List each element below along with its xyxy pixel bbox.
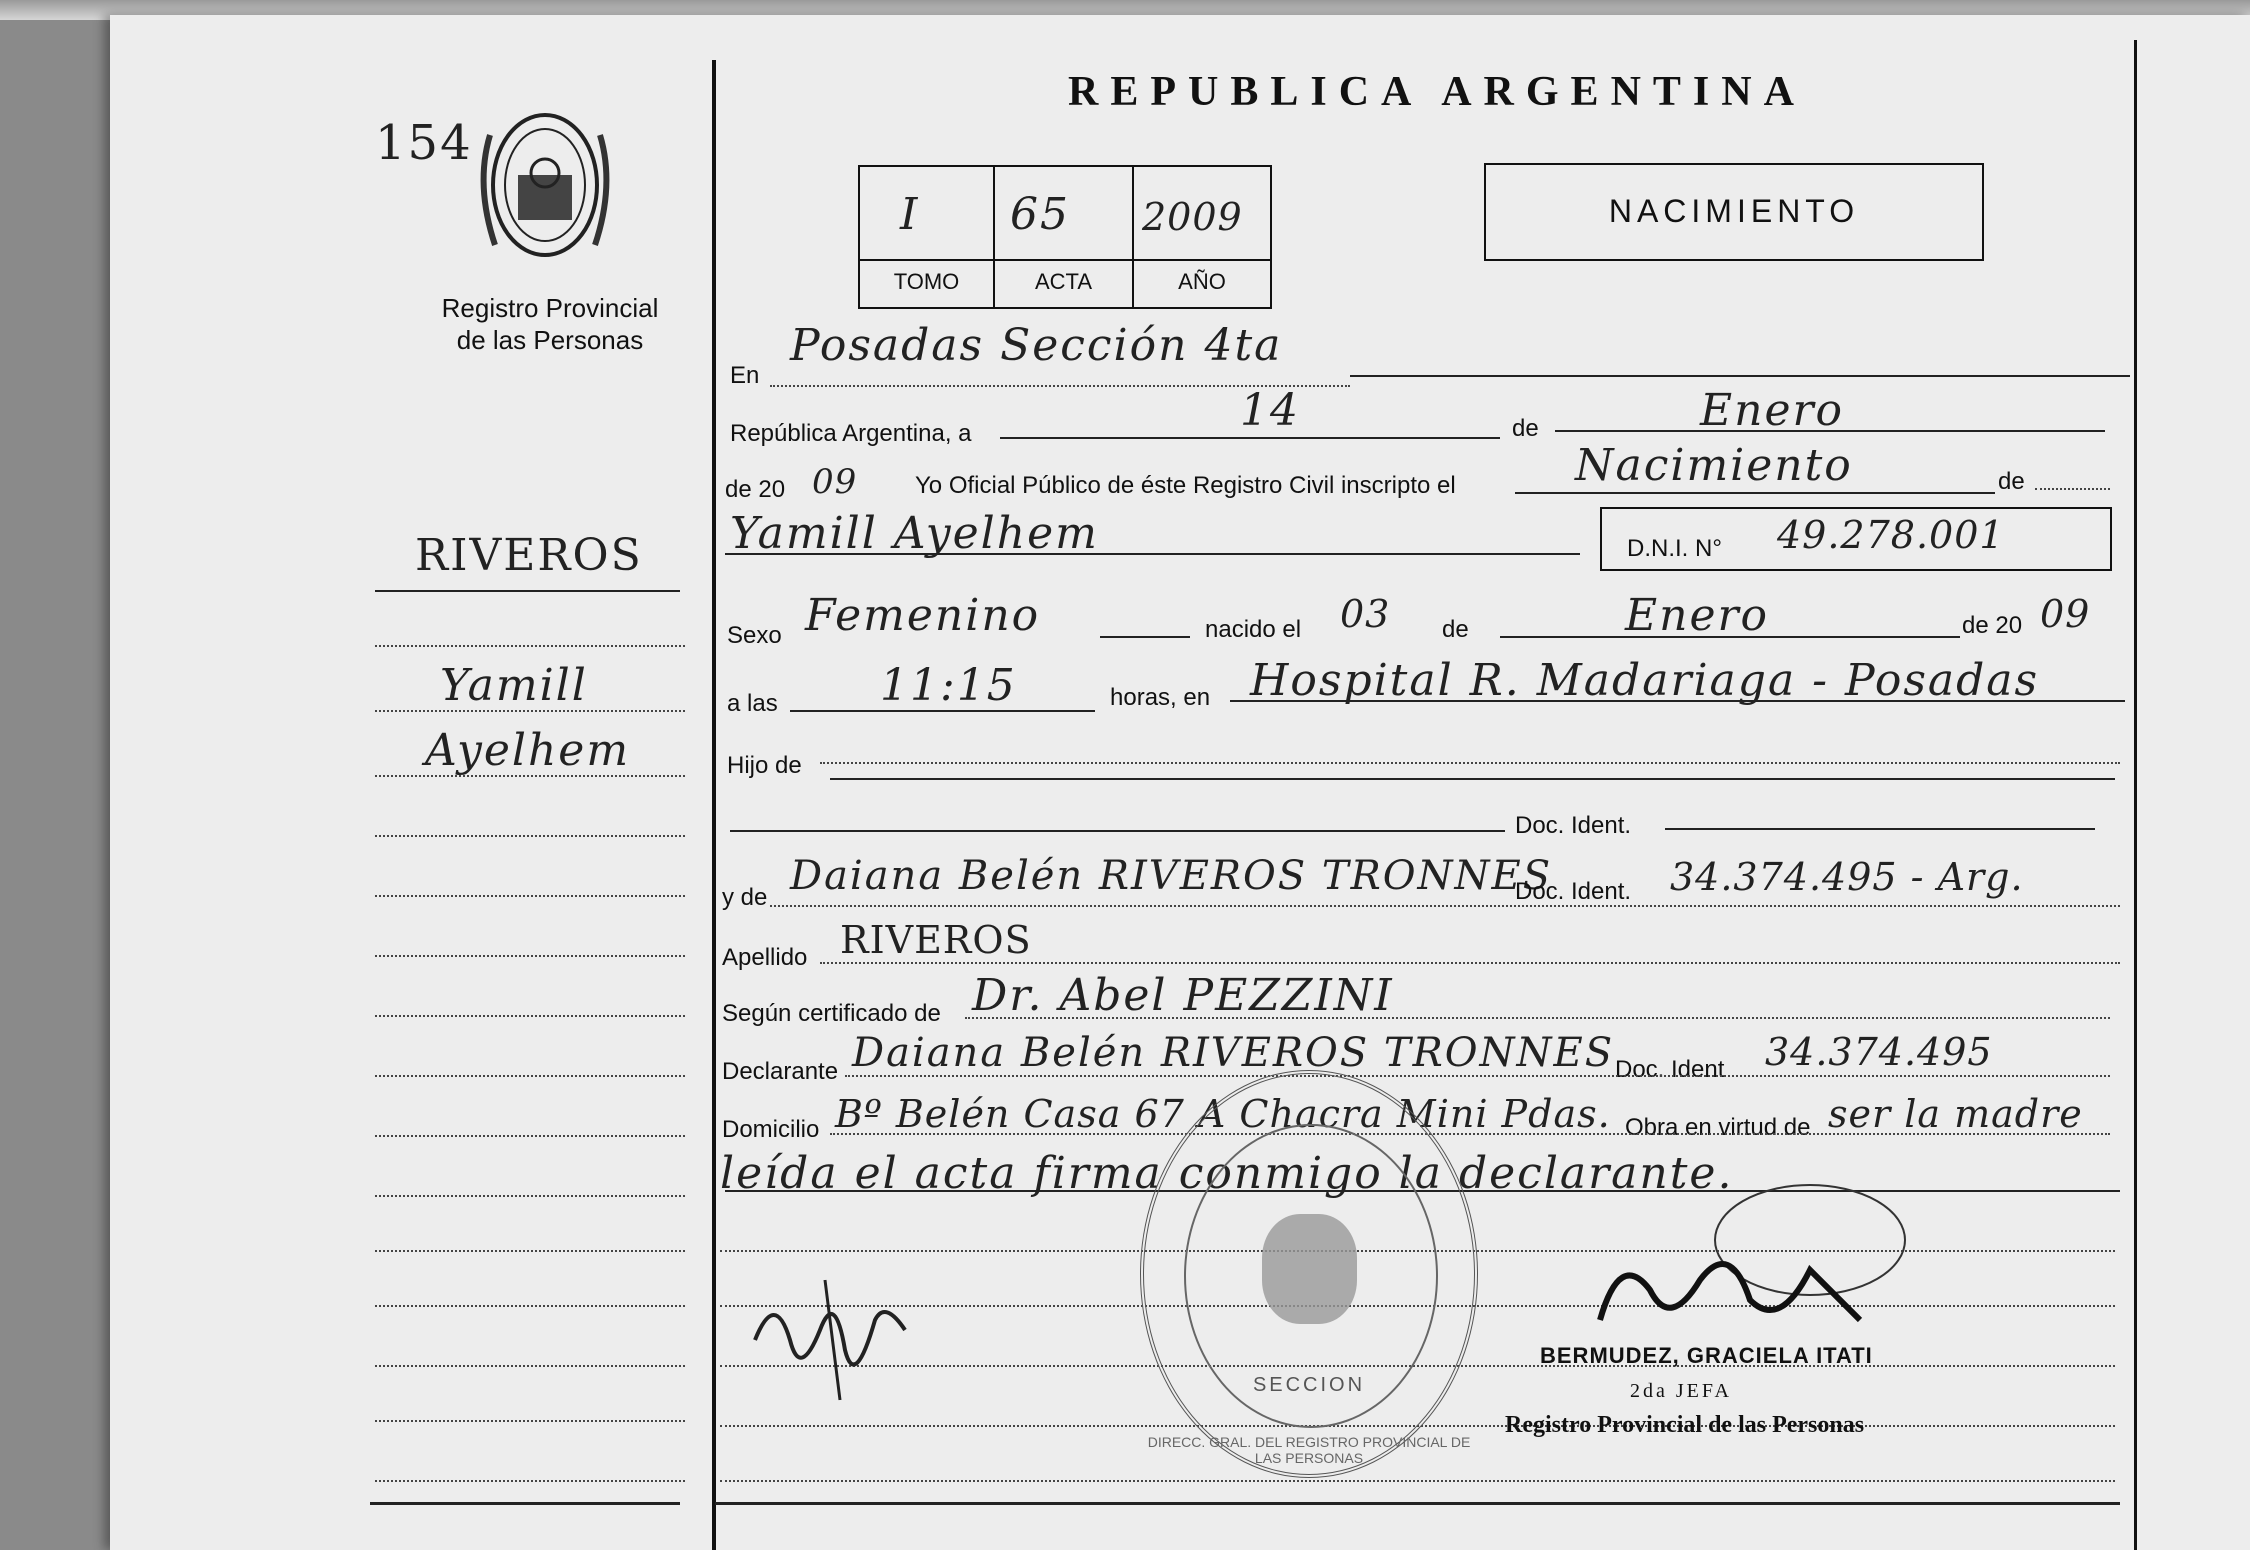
stamp-text: DIRECC. GRAL. DEL REGISTRO PROVINCIAL DE LAS PERSONAS — [1147, 1434, 1471, 1466]
dni-value: 49.278.001 — [1777, 513, 2005, 557]
obra-label: Obra en virtud de — [1625, 1114, 1811, 1141]
sexo-label: Sexo — [727, 622, 782, 649]
apellido-value: RIVEROS — [840, 918, 1032, 962]
obra-value: ser la madre — [1828, 1092, 2083, 1136]
apellido-label: Apellido — [722, 944, 808, 971]
hijo-label: Hijo de — [727, 752, 802, 779]
event-value: Nacimiento — [1575, 440, 1853, 491]
de20-label-2: de 20 — [1962, 612, 2023, 639]
anio-label: AÑO — [1178, 269, 1226, 294]
official-stamp — [1140, 1070, 1478, 1478]
name-value: Yamill Ayelhem — [730, 508, 1099, 559]
de-label-2: de — [1998, 468, 2025, 495]
margin-surname: RIVEROS — [415, 530, 643, 581]
declarant-signature-icon — [745, 1270, 915, 1410]
yde-label: y de — [722, 884, 768, 911]
year-value: 09 — [812, 462, 858, 502]
declarante-label: Declarante — [722, 1058, 839, 1085]
right-rule — [2134, 40, 2137, 1550]
republica-label: República Argentina, a — [730, 420, 972, 447]
oficial-label: Yo Oficial Público de éste Registro Civil inscripto el — [915, 472, 1456, 499]
doc-label-1: Doc. Ident. — [1515, 812, 1632, 839]
nacido-year: 09 — [2040, 592, 2091, 636]
declarante-value: Daiana Belén RIVEROS TRONNES — [852, 1030, 1615, 1076]
en-value: Posadas Sección 4ta — [790, 320, 1283, 371]
de20-label: de 20 — [725, 476, 786, 503]
record-type-box — [1484, 163, 1984, 261]
official-name: BERMUDEZ, GRACIELA ITATI — [1540, 1343, 1873, 1368]
sexo-value: Femenino — [805, 590, 1041, 641]
medico-value: Dr. Abel PEZZINI — [972, 970, 1394, 1021]
margin-given-1: Yamill — [440, 660, 588, 711]
margin-given-2: Ayelhem — [425, 725, 631, 776]
alas-label: a las — [727, 690, 778, 717]
stamp-sub: SECCION — [1252, 1374, 1366, 1396]
madre-value: Daiana Belén RIVEROS TRONNES — [790, 853, 1553, 899]
nacido-month: Enero — [1625, 590, 1770, 641]
observation-value: leída el acta firma conmigo la declarante. — [720, 1148, 1734, 1199]
declarante-doc: 34.374.495 — [1765, 1030, 1993, 1074]
lugar-value: Hospital R. Madariaga - Posadas — [1250, 655, 2040, 706]
center-rule — [712, 60, 716, 1550]
doc-label-3: Doc. Ident — [1615, 1056, 1725, 1083]
nacido-day: 03 — [1340, 592, 1391, 636]
de-label: de — [1512, 415, 1539, 442]
record-type: NACIMIENTO — [1608, 193, 1860, 229]
registry-label: Registro Provincial de las Personas — [441, 293, 659, 355]
country-title: REPUBLICA ARGENTINA — [1068, 69, 1806, 115]
horas-label: horas, en — [1110, 684, 1211, 711]
day-value: 14 — [1240, 385, 1300, 436]
acta-value: 65 — [1010, 189, 1070, 240]
record-box — [858, 165, 1272, 309]
tomo-value: I — [900, 189, 920, 240]
segun-label: Según certificado de — [722, 1000, 941, 1027]
anio-value: 2009 — [1142, 195, 1243, 239]
madre-doc: 34.374.495 - Arg. — [1670, 855, 2024, 899]
domicilio-value: Bº Belén Casa 67 A Chacra Mini Pdas. — [835, 1092, 1611, 1136]
dni-box — [1600, 507, 2112, 571]
domicilio-label: Domicilio — [722, 1116, 820, 1143]
page-number: 154 — [375, 115, 473, 171]
tomo-label: TOMO — [893, 269, 960, 294]
en-label: En — [730, 362, 760, 389]
month-value: Enero — [1700, 385, 1845, 436]
doc-label-2: Doc. Ident. — [1515, 878, 1632, 905]
official-registry: Registro Provincial de las Personas — [1505, 1412, 1865, 1438]
province-seal-icon — [470, 95, 620, 270]
de-label-3: de — [1442, 616, 1469, 643]
hora-value: 11:15 — [880, 660, 1017, 711]
official-role: 2da JEFA — [1630, 1380, 1732, 1402]
official-signature-icon — [1580, 1180, 1910, 1340]
dni-label: D.N.I. N° — [1627, 535, 1722, 562]
acta-label: ACTA — [1034, 269, 1093, 294]
nacido-label: nacido el — [1205, 616, 1302, 643]
